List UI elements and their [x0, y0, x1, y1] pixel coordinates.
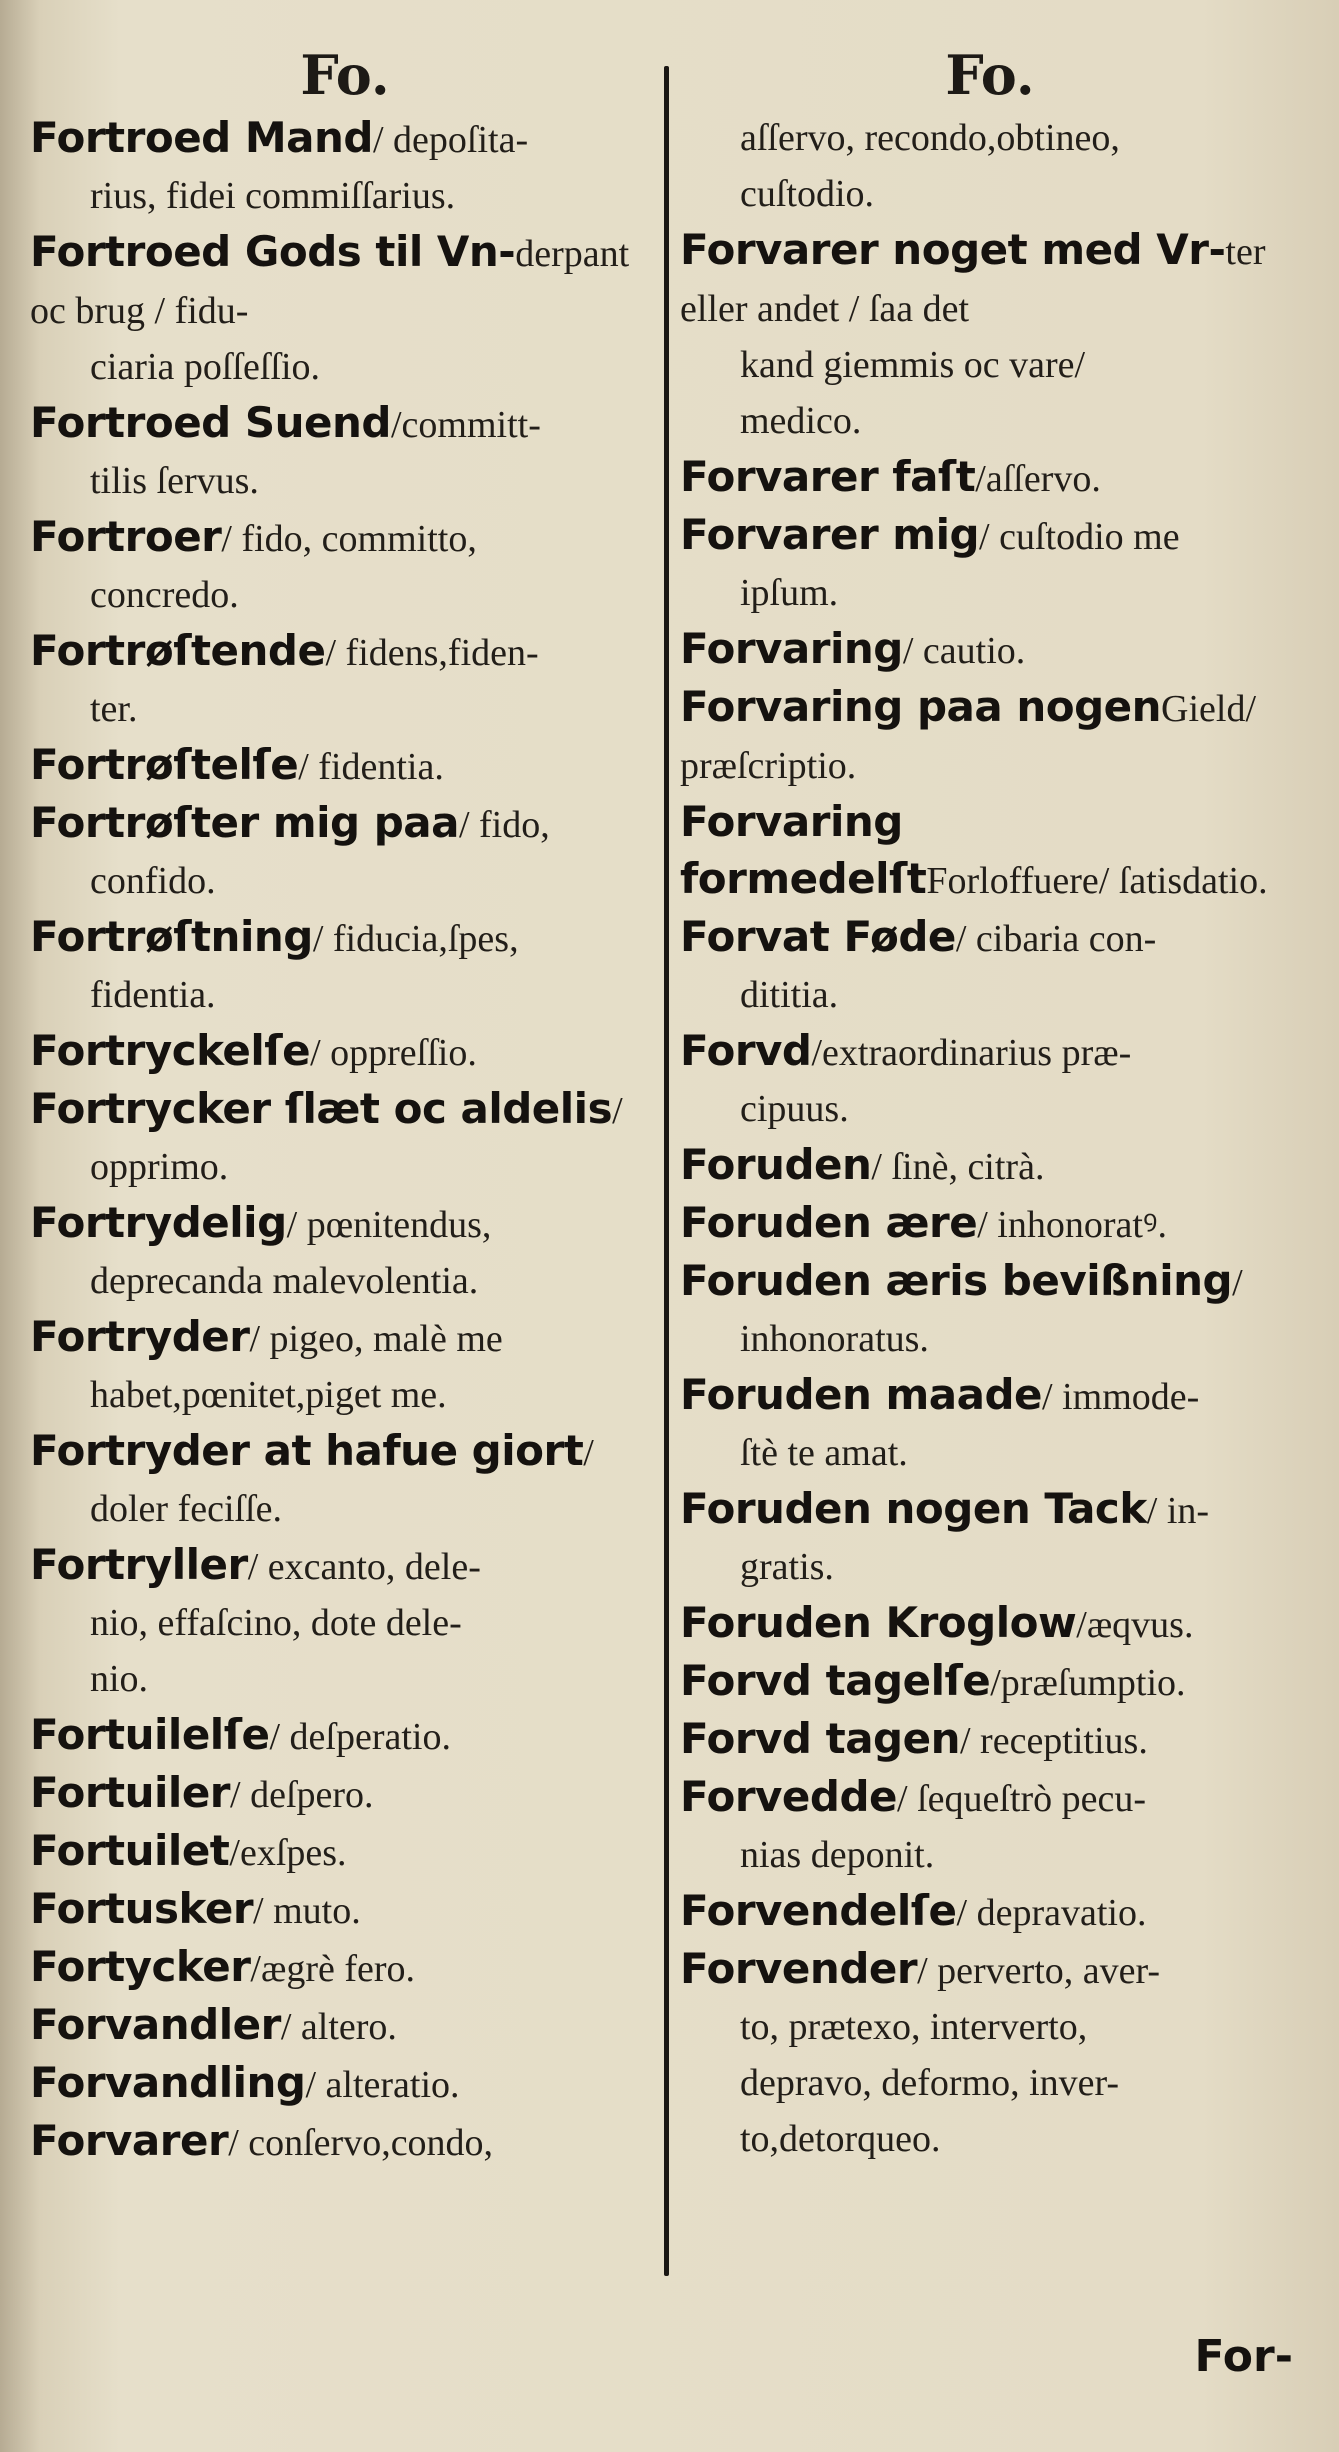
entry-headword: Fortrøſtende [30, 626, 326, 675]
dictionary-entry [680, 1137, 1300, 1195]
entry-headword: Foruden nogen Tack [680, 1484, 1147, 1533]
entry-headword: Forvarer [30, 2116, 229, 2165]
entry-gloss-line: / receptitius. [960, 1720, 1148, 1762]
dictionary-entry [680, 621, 1300, 679]
entry-gloss-line: nio, effaſcino, dote dele- [90, 1602, 462, 1644]
dictionary-entry [30, 1881, 660, 1939]
entry-gloss-line: / cautio. [902, 630, 1026, 672]
entry-gloss-line: / in- [1146, 1490, 1210, 1532]
dictionary-entry [30, 224, 660, 395]
entry-headword: Foruden Kroglow [680, 1598, 1077, 1647]
entry-gloss-line: / deſperatio. [269, 1716, 451, 1758]
left-entries [30, 110, 660, 2171]
entry-headword: Fortroed Gods til Vn- [30, 227, 516, 276]
right-running-head: Fo. [945, 43, 1035, 107]
dictionary-entry [30, 1195, 660, 1309]
column-rule [664, 66, 669, 2276]
entry-gloss-line: /aſſervo. [975, 458, 1101, 500]
entry-gloss-line: Gield/ præſcriptio. [680, 688, 1257, 787]
right-entries [680, 110, 1300, 2167]
dictionary-entry [680, 909, 1300, 1023]
dictionary-entry [30, 395, 660, 509]
entry-gloss-line: / oppreſſio. [310, 1032, 477, 1074]
dictionary-entry [680, 1023, 1300, 1137]
entry-gloss-line: / cibaria con- [955, 918, 1157, 960]
entry-gloss-line: concredo. [90, 574, 239, 616]
entry-headword: Fortrøſter mig paa [30, 798, 459, 847]
dictionary-entry [30, 1423, 660, 1537]
entry-gloss-line: / fido, committo, [221, 518, 477, 560]
entry-gloss-line: / fido, [458, 804, 550, 846]
entry-headword: Fortryder [30, 1312, 250, 1361]
dictionary-entry [30, 737, 660, 795]
entry-gloss-line: /committ- [390, 404, 541, 446]
entry-gloss-line: derpant oc brug / fidu- [30, 233, 630, 332]
entry-gloss-line: dititia. [740, 974, 839, 1016]
entry-headword: Forvedde [680, 1772, 898, 1821]
entry-headword: Fortroed Suend [30, 398, 391, 447]
dictionary-entry [680, 1195, 1300, 1253]
entry-headword: Forvarer noget med Vr- [680, 225, 1226, 274]
dictionary-entry [680, 1595, 1300, 1653]
dictionary-entry [680, 1941, 1300, 2167]
dictionary-entry [680, 449, 1300, 507]
dictionary-entry [680, 1481, 1300, 1595]
entry-gloss-line: / pœnitendus, [286, 1204, 492, 1246]
entry-headword: Fortrøſtelſe [30, 740, 299, 789]
entry-gloss-line: opprimo. [90, 1146, 229, 1188]
entry-gloss-line: confido. [90, 860, 216, 902]
entry-gloss-line: inhonoratus. [740, 1318, 929, 1360]
dictionary-entry [680, 1653, 1300, 1711]
entry-gloss-line: / ſinè, citrà. [871, 1146, 1045, 1188]
dictionary-entry [30, 509, 660, 623]
entry-headword: Forvarer faſt [680, 452, 976, 501]
entry-headword: Foruden [680, 1140, 872, 1189]
entry-gloss-line: cuſtodio. [740, 173, 875, 215]
entry-headword: Forvarer mig [680, 510, 980, 559]
entry-headword: Fortrycker ſlæt oc aldelis [30, 1084, 613, 1133]
entry-headword: Forvaring [680, 624, 903, 673]
entry-gloss-line: /ægrè fero. [250, 1948, 416, 1990]
entry-headword: Forvd tagen [680, 1714, 960, 1763]
entry-gloss-line: / [583, 1432, 594, 1474]
right-column [680, 40, 1300, 2167]
entry-headword: Fortuilelſe [30, 1710, 270, 1759]
entry-gloss-line: / depoſita- [372, 119, 529, 161]
entry-headword: Fortusker [30, 1884, 254, 1933]
entry-gloss-line: nio. [90, 1658, 149, 1700]
entry-gloss-line: to,detorqueo. [740, 2118, 941, 2160]
entry-headword: Forvendelſe [680, 1886, 957, 1935]
entry-headword: Fortycker [30, 1942, 251, 1991]
entry-gloss-line: to, prætexo, interverto, [740, 2006, 1088, 2048]
entry-gloss-line: / ſequeſtrò pecu- [897, 1778, 1147, 1820]
entry-gloss-line: / conſervo,condo, [228, 2122, 494, 2164]
entry-gloss-line: ciaria poſſeſſio. [90, 346, 321, 388]
entry-gloss-line: / alteratio. [305, 2064, 460, 2106]
entry-gloss-line: / excanto, dele- [247, 1546, 481, 1588]
entry-gloss-line: rius, fidei commiſſarius. [90, 175, 456, 217]
dictionary-entry [30, 1765, 660, 1823]
entry-headword: Foruden maade [680, 1370, 1043, 1419]
entry-headword: Fortrydelig [30, 1198, 287, 1247]
entry-headword: Foruden æris bevißning [680, 1256, 1233, 1305]
entry-headword: Fortroed Mand [30, 113, 373, 162]
entry-headword: Forvender [680, 1944, 918, 1993]
entry-headword: Forvaring paa nogen [680, 682, 1162, 731]
entry-gloss-line: / pigeo, malè me [249, 1318, 503, 1360]
entry-gloss-line: /præſumptio. [990, 1662, 1186, 1704]
entry-headword: Fortuiler [30, 1768, 231, 1817]
entry-headword: Foruden ære [680, 1198, 978, 1247]
dictionary-entry [680, 794, 1300, 909]
entry-gloss-line: /exſpes. [229, 1832, 347, 1874]
dictionary-entry [30, 1537, 660, 1707]
entry-gloss-line: / depravatio. [956, 1892, 1147, 1934]
entry-headword: Fortryder at hafue giort [30, 1426, 584, 1475]
dictionary-entry [30, 1081, 660, 1195]
entry-headword: Fortrøſtning [30, 912, 313, 961]
dictionary-entry [680, 1367, 1300, 1481]
dictionary-entry [30, 909, 660, 1023]
catchword: For- [1194, 2331, 1293, 2382]
entry-gloss-line: ipſum. [740, 572, 839, 614]
entry-headword: Forvd [680, 1026, 812, 1075]
entry-gloss-line: kand giemmis oc vare/ [740, 344, 1086, 386]
left-running-head: Fo. [300, 43, 390, 107]
entry-headword: Forvd tagelſe [680, 1656, 991, 1705]
entry-gloss-line: depravo, deformo, inver- [740, 2062, 1120, 2104]
entry-headword: Forvaring formedelſt [680, 797, 927, 903]
dictionary-entry [30, 623, 660, 737]
entry-headword: Fortryller [30, 1540, 248, 1589]
entry-gloss-line: / fiducia,ſpes, [312, 918, 519, 960]
dictionary-entry [680, 679, 1300, 794]
entry-gloss-line: gratis. [740, 1546, 834, 1588]
entry-headword: Forvandler [30, 2000, 281, 2049]
entry-headword: Fortryckelſe [30, 1026, 311, 1075]
entry-gloss-line: aſſervo, recondo,obtineo, [740, 117, 1120, 159]
dictionary-entry [680, 1769, 1300, 1883]
entry-headword: Fortuilet [30, 1826, 230, 1875]
entry-gloss-line: / inhonoratꝰ. [977, 1204, 1167, 1246]
entry-gloss-line: habet,pœnitet,piget me. [90, 1374, 447, 1416]
dictionary-entry [30, 1939, 660, 1997]
dictionary-entry [680, 1253, 1300, 1367]
entry-gloss-line: / muto. [253, 1890, 361, 1932]
entry-gloss-line: ter. [90, 688, 138, 730]
entry-gloss-line: / immode- [1042, 1376, 1200, 1418]
dictionary-entry [30, 795, 660, 909]
entry-gloss-line: /æqvus. [1076, 1604, 1194, 1646]
dictionary-entry [680, 222, 1300, 449]
dictionary-entry [680, 1883, 1300, 1941]
dictionary-entry [30, 2055, 660, 2113]
dictionary-entry [30, 2113, 660, 2171]
entry-gloss-line: / deſpero. [230, 1774, 374, 1816]
entry-gloss-line: / fidentia. [298, 746, 444, 788]
entry-headword: Forvandling [30, 2058, 306, 2107]
dictionary-entry [680, 507, 1300, 621]
entry-gloss-line: ſtè te amat. [740, 1432, 908, 1474]
entry-gloss-line: nias deponit. [740, 1834, 935, 1876]
entry-gloss-line: doler feciſſe. [90, 1488, 283, 1530]
entry-gloss-line: / altero. [280, 2006, 397, 2048]
entry-gloss-line: / perverto, aver- [917, 1950, 1161, 1992]
entry-headword: Fortroer [30, 512, 222, 561]
entry-headword: Forvat Føde [680, 912, 956, 961]
entry-gloss-line: / fidens,fiden- [325, 632, 539, 674]
dictionary-entry [30, 1823, 660, 1881]
entry-gloss-line: / cuſtodio me [979, 516, 1180, 558]
left-column [30, 40, 660, 2171]
entry-gloss-line: / [1232, 1262, 1243, 1304]
entry-gloss-line: / [612, 1090, 623, 1132]
entry-gloss-line: tilis ſervus. [90, 460, 259, 502]
dictionary-entry [680, 1711, 1300, 1769]
dictionary-entry [30, 110, 660, 224]
entry-gloss-line: ter eller andet / ſaa det [680, 231, 1266, 330]
entry-gloss-line: medico. [740, 400, 862, 442]
entry-gloss-line: /extraordinarius præ- [811, 1032, 1132, 1074]
dictionary-entry [30, 1997, 660, 2055]
dictionary-entry [680, 110, 1300, 222]
entry-gloss-line: Forloffuere/ ſatisdatio. [926, 860, 1268, 902]
dictionary-entry [30, 1023, 660, 1081]
dictionary-entry [30, 1707, 660, 1765]
dictionary-entry [30, 1309, 660, 1423]
entry-gloss-line: deprecanda malevolentia. [90, 1260, 479, 1302]
entry-gloss-line: cipuus. [740, 1088, 849, 1130]
entry-gloss-line: fidentia. [90, 974, 216, 1016]
